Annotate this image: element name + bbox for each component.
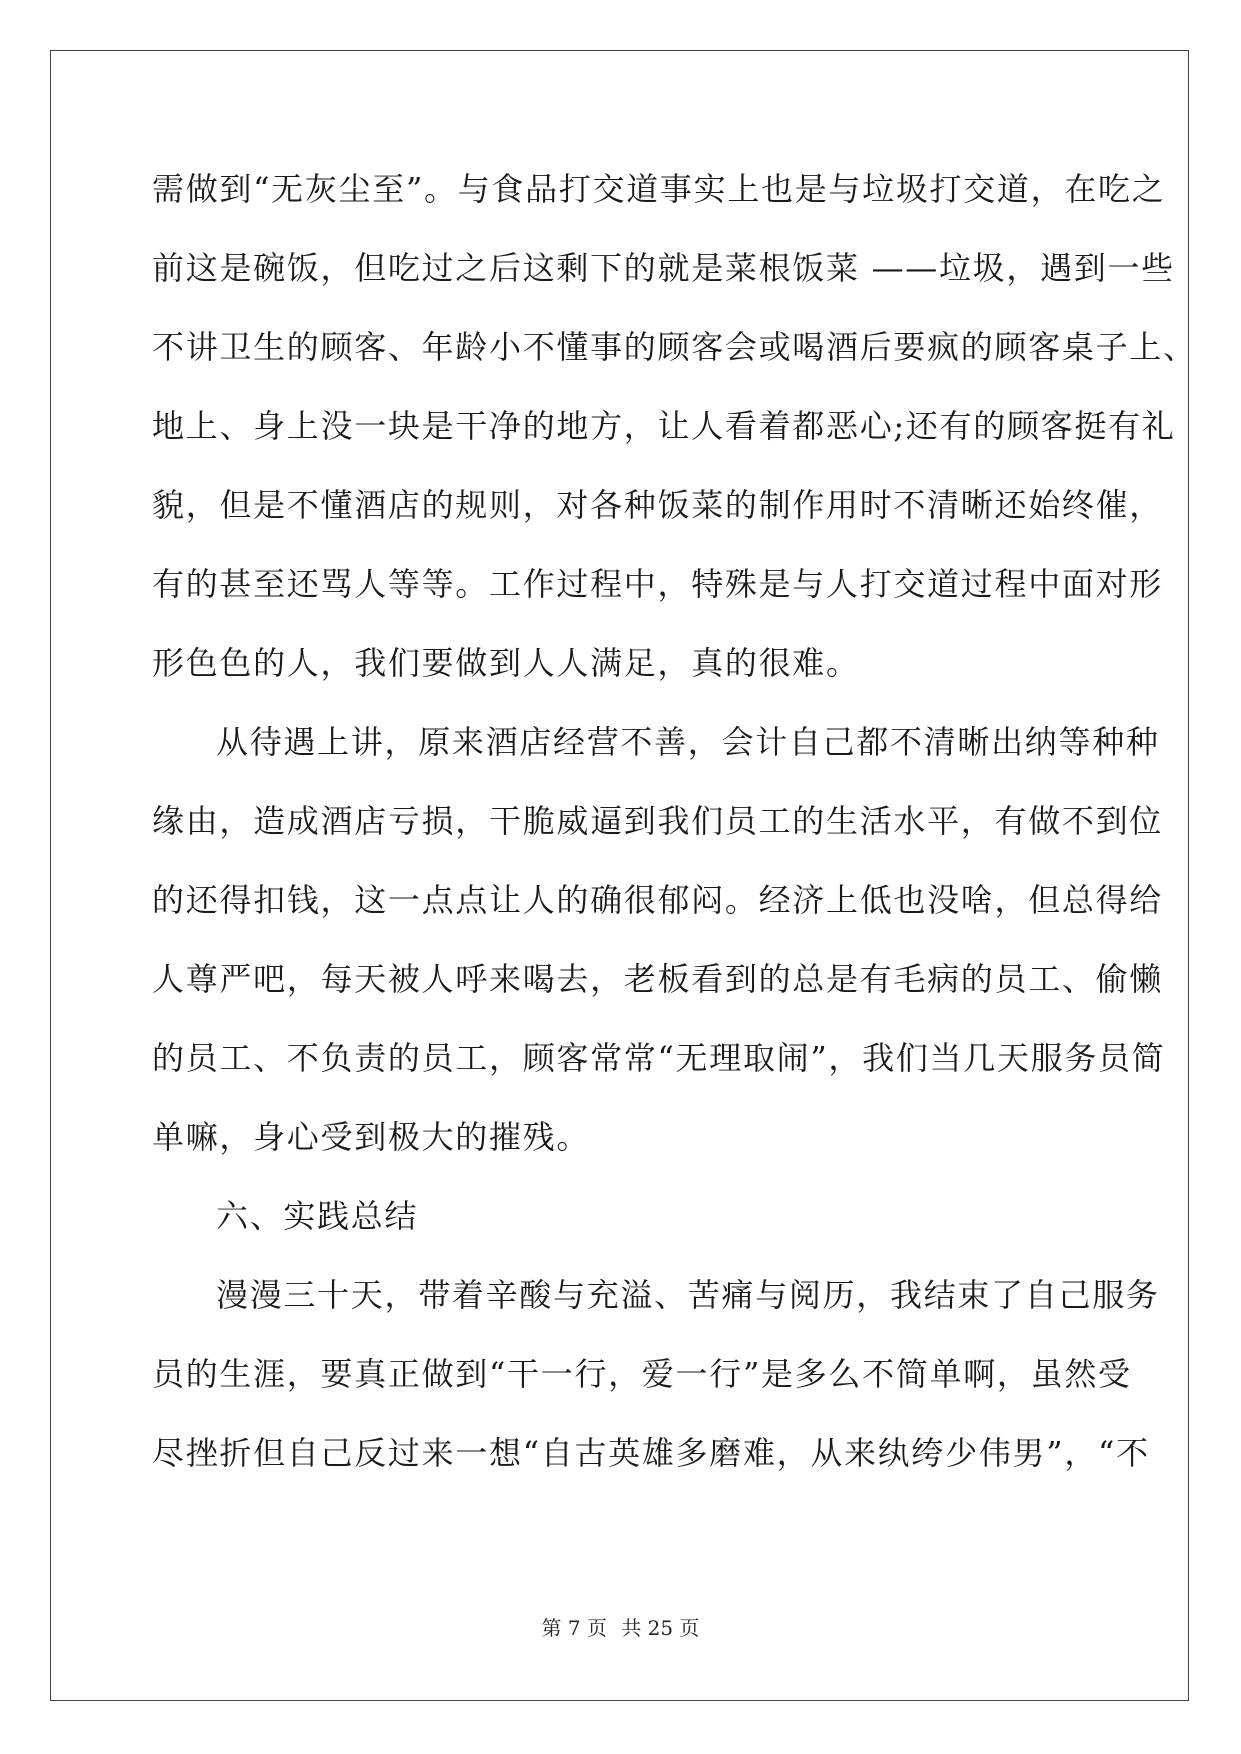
document-body <box>152 150 1197 1493</box>
text-line: 从待遇上讲，原来酒店经营不善，会计自己都不清晰出纳等种种 <box>216 723 1160 761</box>
text-line: 单嘛，身心受到极大的摧残。 <box>152 1118 591 1156</box>
text-line: 人尊严吧，每天被人呼来喝去，老板看到的总是有毛病的员工、偷懒 <box>152 960 1164 998</box>
page-number-total: 共 25 页 <box>621 1616 700 1640</box>
page-number-current: 第 7 页 <box>541 1616 607 1640</box>
text-line: 的还得扣钱，这一点点让人的确很郁闷。经济上低也没啥，但总得给 <box>152 881 1164 919</box>
text-line: 不讲卫生的顾客、年龄小不懂事的顾客会或喝酒后要疯的顾客桌子上、 <box>152 328 1197 366</box>
text-line: 的员工、不负责的员工，顾客常常“无理取闹”，我们当几天服务员简 <box>152 1039 1166 1077</box>
text-line: 需做到“无灰尘至”。与食品打交道事实上也是与垃圾打交道，在吃之 <box>152 170 1166 208</box>
text-line: 漫漫三十天，带着辛酸与充溢、苦痛与阅历，我结束了自己服务 <box>216 1276 1160 1314</box>
section-heading: 六、实践总结 <box>216 1197 419 1235</box>
text-line: 貌，但是不懂酒店的规则，对各种饭菜的制作用时不清晰还始终催， <box>152 486 1164 524</box>
text-line: 尽挫折但自己反过来一想“自古英雄多磨难，从来纨绔少伟男”，“不 <box>152 1434 1150 1472</box>
text-line: 有的甚至还骂人等等。工作过程中，特殊是与人打交道过程中面对形 <box>152 565 1164 603</box>
text-line: 形色色的人，我们要做到人人满足，真的很难。 <box>152 644 860 682</box>
text-line: 缘由，造成酒店亏损，干脆威逼到我们员工的生活水平，有做不到位 <box>152 802 1164 840</box>
page-footer <box>0 1612 1241 1641</box>
text-line: 员的生涯，要真正做到“干一行，爱一行”是多么不简单啊，虽然受 <box>152 1355 1132 1393</box>
text-line: 地上、身上没一块是干净的地方，让人看着都恶心;还有的顾客挺有礼 <box>152 407 1176 445</box>
text-line: 前这是碗饭，但吃过之后这剩下的就是菜根饭菜 ——垃圾，遇到一些 <box>152 249 1175 287</box>
